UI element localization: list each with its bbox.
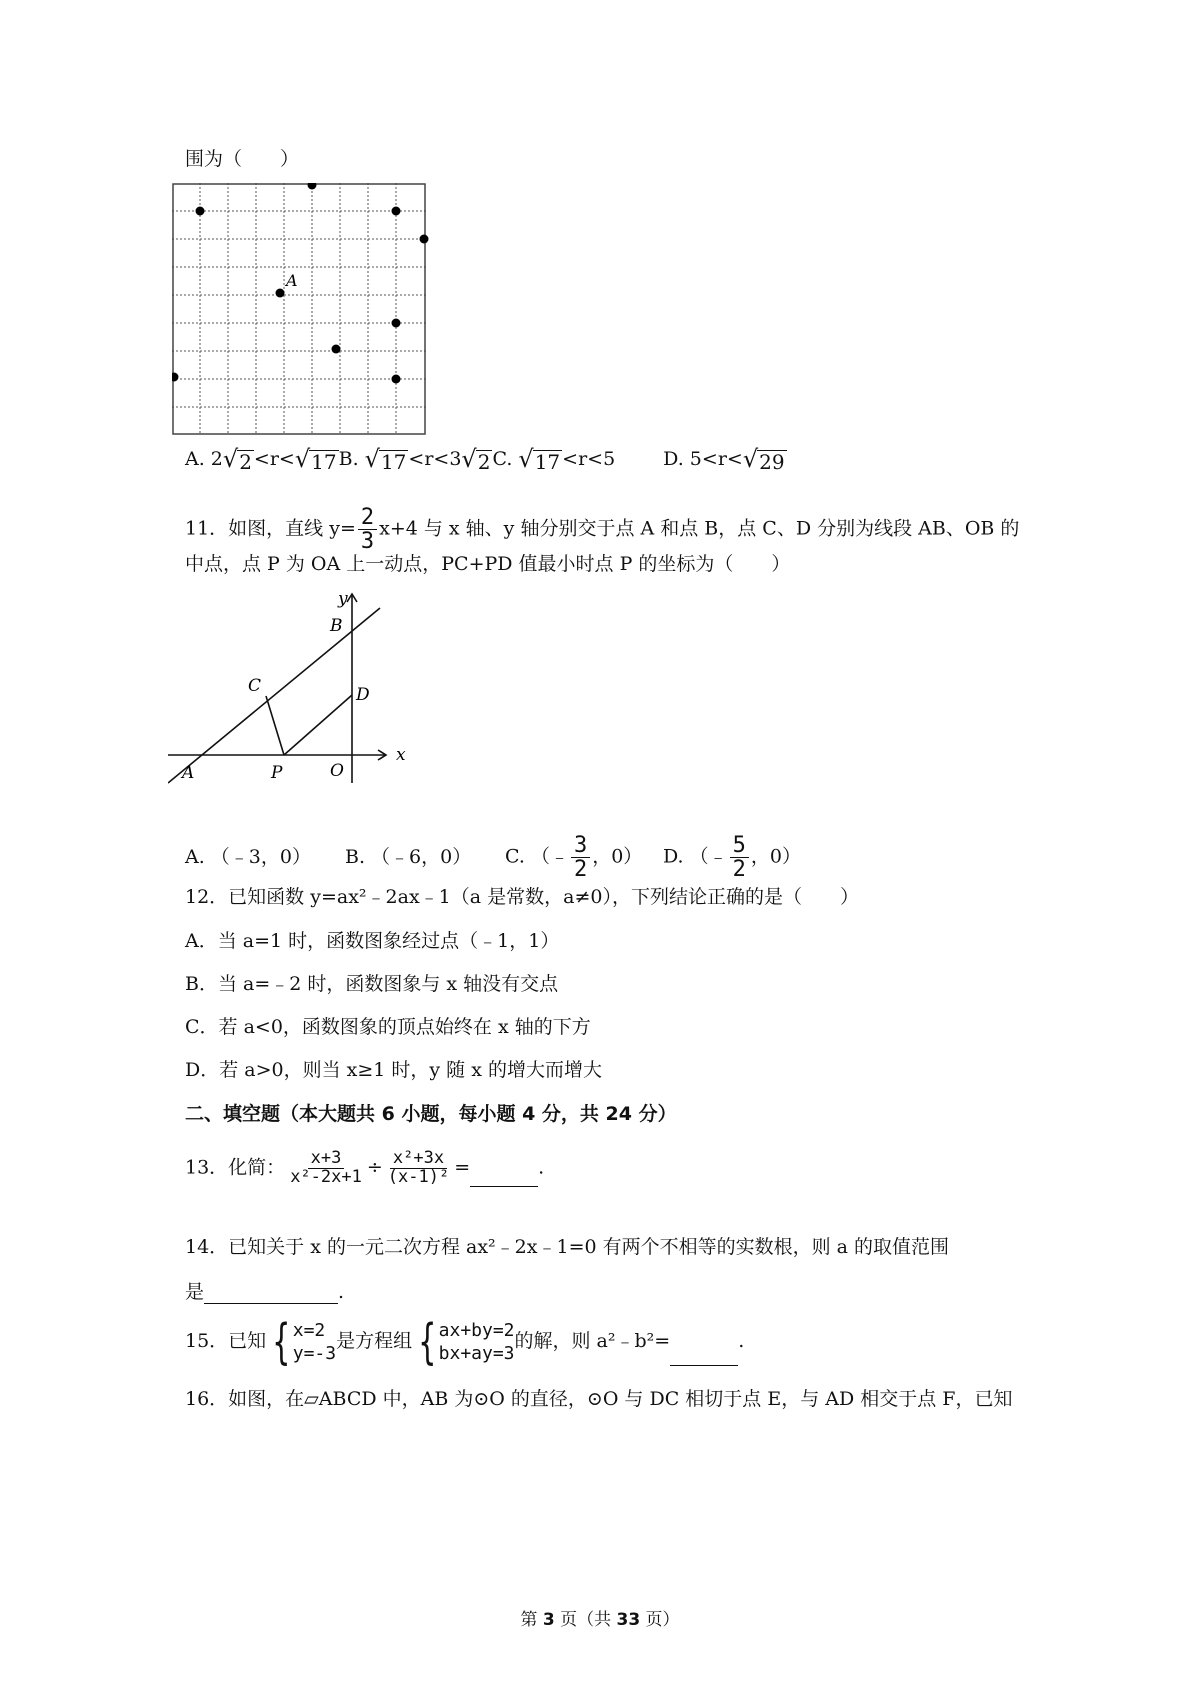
- grid-point: [196, 207, 205, 216]
- sqrt-2: √ 2: [461, 445, 491, 474]
- sqrt-2: √ 2: [222, 445, 252, 474]
- q10-stem-tail: 围为（ ）: [185, 148, 300, 170]
- grid-point: [392, 319, 401, 328]
- segment-pd: [284, 695, 352, 755]
- grid-point: [420, 235, 429, 244]
- q12-option-b: B．当 a=﹣2 时，函数图象与 x 轴没有交点: [185, 973, 559, 995]
- grid-point: [392, 207, 401, 216]
- label-b: B: [330, 616, 343, 636]
- q10-options: A. 2 √ 2 <r< √ 17 B. √ 17 <r<3 √ 2 C. √ 17 <r<5 D. 5<r< √ 29: [185, 445, 785, 474]
- line-ab: [168, 608, 380, 783]
- point-a: [276, 289, 285, 298]
- answer-blank-q13[interactable]: [470, 1168, 538, 1187]
- label-p: P: [271, 763, 283, 783]
- fraction-5-2: $\frac{5}{2}$: [730, 834, 749, 881]
- q16-line1: 16．如图，在▱ABCD 中，AB 为⊙O 的直径，⊙O 与 DC 相切于点 E，与 AD 相交于点 F，已知: [185, 1388, 1013, 1410]
- label-o: O: [330, 761, 344, 781]
- q12-stem: 12．已知函数 y=ax²﹣2ax﹣1（a 是常数，a≠0），下列结论正确的是（ ）: [185, 886, 859, 908]
- system-solution: { x=2 y=-3: [272, 1314, 337, 1370]
- q12-option-c: C．若 a<0，函数图象的顶点始终在 x 轴的下方: [185, 1016, 591, 1038]
- answer-blank-q14[interactable]: [204, 1285, 338, 1304]
- fraction-q13-1: $\frac{x+3}{\text{x²-2x+1}}$: [290, 1148, 362, 1187]
- fraction-2-3: $\frac{2}{3}$: [358, 506, 377, 553]
- system-equations: { ax+by=2 bx+ay=3: [418, 1314, 515, 1370]
- q15: 15．已知 { x=2 y=-3 是方程组 { ax+by=2 bx+ay=3 的解，则 a²﹣b²= .: [185, 1314, 745, 1370]
- sqrt-17: √ 17: [294, 445, 337, 474]
- fraction-q13-2: $\frac{\text{x²+3x}}{\text{(x-1)²}}$: [387, 1148, 450, 1187]
- q11-stem-line1: 11．如图，直线 y= $\frac{2}{3}$ x+4 与 x 轴、y 轴分别交于点 A 和点 B，点 C、D 分别为线段 AB、OB 的: [185, 505, 1020, 555]
- segment-cp: [266, 696, 284, 755]
- q11-options: A. （﹣3，0） B. （﹣6，0） C. （﹣ $\frac{3}{2}$ ，0） D. （﹣ $\frac{5}{2}$ ，0）: [185, 833, 801, 883]
- grid-lines: [172, 183, 426, 435]
- grid-point: [308, 183, 317, 190]
- sqrt-17: √ 17: [364, 445, 407, 474]
- sqrt-17: √ 17: [518, 445, 561, 474]
- label-y: y: [338, 589, 348, 609]
- grid-border: [173, 184, 425, 434]
- label-x: x: [396, 745, 406, 765]
- q11-coordinate-figure: [168, 588, 428, 788]
- grid-point: [172, 373, 179, 382]
- sqrt-29: √ 29: [742, 445, 785, 474]
- label-a: A: [182, 763, 195, 783]
- q11-stem-line2: 中点，点 P 为 OA 上一动点，PC+PD 值最小时点 P 的坐标为（ ）: [185, 553, 791, 575]
- answer-blank-q15[interactable]: [670, 1347, 738, 1366]
- grid-point: [392, 375, 401, 384]
- q12-option-d: D．若 a>0，则当 x≥1 时，y 随 x 的增大而增大: [185, 1059, 602, 1081]
- label-c: C: [248, 676, 262, 696]
- q14-line1: 14．已知关于 x 的一元二次方程 ax²﹣2x﹣1=0 有两个不相等的实数根，则 a 的取值范围: [185, 1236, 950, 1258]
- q13: 13．化简： $\frac{x+3}{\text{x²-2x+1}}$ ÷ $\frac{\text{x²+3x}}{\text{(x-1)²}}$ = .: [185, 1148, 545, 1187]
- fraction-3-2: $\frac{3}{2}$: [571, 834, 590, 881]
- grid-point: [332, 345, 341, 354]
- q10-grid-figure: [172, 183, 432, 443]
- point-a-label: A: [286, 271, 298, 290]
- q12-option-a: A．当 a=1 时，函数图象经过点（﹣1，1）: [185, 930, 560, 952]
- q14-line2: 是 .: [185, 1281, 345, 1303]
- page-footer: 第 3 页（共 33 页）: [520, 1610, 680, 1630]
- label-d: D: [356, 685, 370, 705]
- section-2-heading: 二、填空题（本大题共 6 小题，每小题 4 分，共 24 分）: [185, 1103, 677, 1125]
